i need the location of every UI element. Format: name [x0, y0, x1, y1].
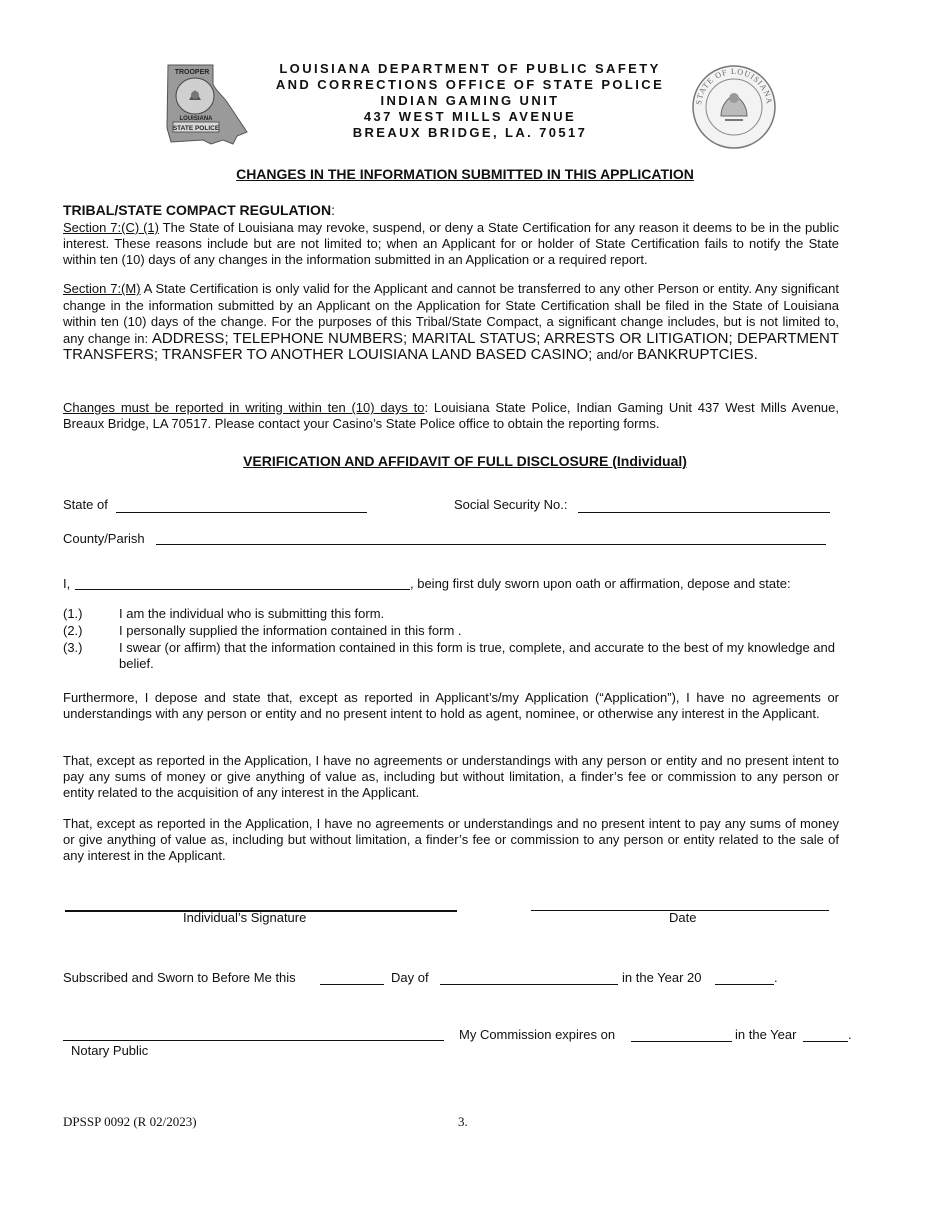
form-id: DPSSP 0092 (R 02/2023)	[63, 1114, 197, 1129]
notary-signature-field[interactable]	[63, 1040, 444, 1041]
state-seal-logo	[691, 64, 777, 150]
verification-title: VERIFICATION AND AFFIDAVIT OF FULL DISCLOSURE (Individual)	[243, 453, 687, 469]
section-7c1-paragraph	[63, 220, 839, 268]
furthermore-paragraph: Furthermore, I depose and state that, except as reported in Applicant’s/my Application (“Application”), I have no agreements or understandings with any person or entity and no present intent to hold as agent, nominee, or otherwise any interest in the Applicant.	[63, 690, 839, 721]
section-7c1-text: The State of Louisiana may revoke, suspend, or deny a State Certification for any reason it deems to be in the public interest. These reasons include but are not limited to; when an Applicant for or holder of State Certification fails to notify the State within ten (10) days of any changes in the information submitted in an Application or a required report.	[63, 220, 839, 267]
ssn-field[interactable]	[578, 512, 830, 513]
section-7m-bankruptcies: BANKRUPTCIES.	[636, 346, 758, 363]
header-line-4: 437 WEST MILLS AVENUE	[363, 109, 577, 124]
sworn-period: .	[774, 970, 778, 985]
county-parish-label: County/Parish	[63, 531, 145, 546]
affiant-i-label: I,	[63, 576, 71, 591]
header-line-5: BREAUX BRIDGE, LA. 70517	[352, 125, 588, 140]
regulation-heading-colon: :	[331, 202, 335, 218]
section-7c1-label: Section 7:(C) (1)	[63, 220, 159, 235]
sworn-statement-text: , being first duly sworn upon oath or affirmation, depose and state:	[410, 576, 791, 591]
header-line-2: AND CORRECTIONS OFFICE OF STATE POLICE	[275, 77, 665, 92]
header-line-3: INDIAN GAMING UNIT	[380, 93, 560, 108]
commission-period: .	[848, 1027, 852, 1042]
affidavit-item-1-number: (1.)	[63, 606, 83, 621]
year-20-label: in the Year 20	[622, 970, 702, 985]
acquisition-paragraph: That, except as reported in the Application, I have no agreements or understandings with any person or entity and no present intent to pay any sums of money or give anything of value as, including but without limitation, a finder’s fee or commission to any person or entity related to the acquisition of any interest in the Applicant.	[63, 753, 839, 800]
reporting-text: : Louisiana State Police, Indian Gaming Unit 437 West Mills Avenue, Breaux Bridge, LA 70517. Please contact your Casino’s State Police office to obtain the reporting forms.	[63, 400, 839, 431]
changes-title: CHANGES IN THE INFORMATION SUBMITTED IN THIS APPLICATION	[236, 166, 694, 182]
section-7m-change-list: ADDRESS; TELEPHONE NUMBERS; MARITAL STATUS; ARRESTS OR LITIGATION; DEPARTMENT TRANSFERS; TRANSFER TO ANOTHER LOUISIANA LAND BASED CASINO;	[63, 329, 839, 363]
badge-mid-text: LOUISIANA	[179, 116, 213, 122]
notary-public-label: Notary Public	[71, 1043, 149, 1058]
badge-top-text: TROOPER	[174, 69, 210, 76]
agency-header	[240, 61, 700, 141]
state-of-label: State of	[63, 497, 108, 512]
commission-year-field[interactable]	[803, 1041, 848, 1042]
commission-year-label: in the Year	[735, 1027, 797, 1042]
reporting-label: Changes must be reported in writing within ten (10) days to	[63, 400, 425, 415]
affidavit-item-3-number: (3.)	[63, 640, 83, 655]
state-police-badge-logo	[163, 62, 248, 147]
affiant-name-field[interactable]	[75, 589, 410, 590]
sworn-month-field[interactable]	[440, 984, 618, 985]
regulation-heading	[63, 202, 335, 218]
commission-expires-label: My Commission expires on	[459, 1027, 616, 1042]
individual-signature-label: Individual’s Signature	[183, 910, 307, 925]
sale-paragraph: That, except as reported in the Application, I have no agreements or understandings and no present intent to pay any sums of money or give anything of value as, including but without limitation, a finder’s fee or commission to any person or entity related to the sale of any interest in the Applicant.	[63, 816, 839, 863]
affidavit-item-2-number: (2.)	[63, 623, 83, 638]
header-line-1: LOUISIANA DEPARTMENT OF PUBLIC SAFETY	[279, 61, 661, 76]
county-parish-field[interactable]	[156, 544, 826, 545]
sworn-year-field[interactable]	[715, 984, 774, 985]
section-7m-label: Section 7:(M)	[63, 281, 141, 296]
affidavit-item-2-text: I personally supplied the information contained in this form .	[119, 623, 462, 638]
signature-date-label: Date	[669, 910, 697, 925]
affidavit-item-1-text: I am the individual who is submitting this form.	[119, 606, 385, 621]
sworn-day-field[interactable]	[320, 984, 384, 985]
section-7m-and: and/or	[596, 347, 637, 362]
reporting-paragraph	[63, 400, 839, 432]
seal-text: STATE OF LOUISIANA	[694, 66, 775, 106]
page-number: 3.	[458, 1114, 468, 1129]
subscribed-label: Subscribed and Sworn to Before Me this	[63, 970, 296, 985]
affidavit-item-3-text: I swear (or affirm) that the information contained in this form is true, complete, and accurate to the best of my knowledge and belief.	[119, 640, 835, 671]
regulation-heading-text: TRIBAL/STATE COMPACT REGULATION	[63, 202, 332, 218]
section-7m-text: A State Certification is only valid for the Applicant and cannot be transferred to any other Person or entity. Any significant change in the information submitted by an Applicant on the Application for State Certification shall be filed in the State of Louisiana within ten (10) days of the change. For the purposes of this Tribal/State Compact, a significant change includes, but is not limited to, any change in:	[63, 281, 839, 346]
section-7m-paragraph	[63, 281, 839, 364]
commission-expiry-field[interactable]	[631, 1041, 732, 1042]
state-of-field[interactable]	[116, 512, 367, 513]
ssn-label: Social Security No.:	[454, 497, 568, 512]
day-of-label: Day of	[391, 970, 429, 985]
badge-bottom-text: STATE POLICE	[172, 125, 220, 132]
